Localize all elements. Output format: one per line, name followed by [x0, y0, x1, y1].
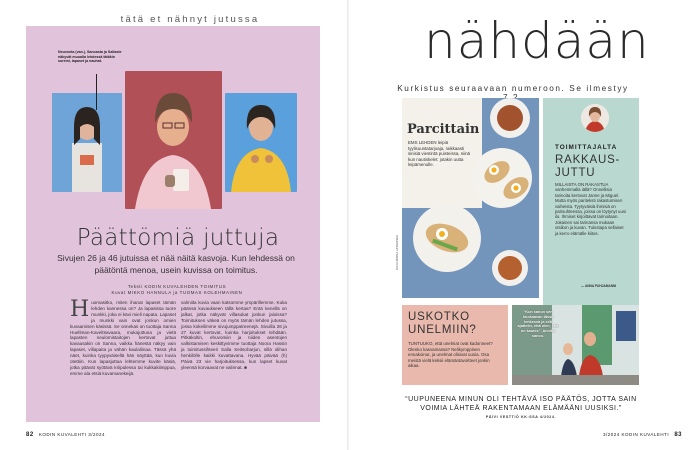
folio-number: 82: [26, 432, 34, 438]
body-text-2: valmiita kuvia vaan katsomme ympärillemme. Kuka päänsä kuvaukseen tällä kertaa? Entä kenellä on jalkat, jotka näkyvät villasukat jonkun jaloissa? Toimituksen väkeä on myös tämän lehden jutussa, jossa kokeilimme sivujumppatreenejä. Sivuilla 26 ja 27 kuvat kertovat, kuinka harjoitukset tehdään. Pitkäkoltin, ehuvomiin ja niiden asentojen valkistamisen keskittyvimme tuottaja Noora Hassin ja toimitussihteeri Salla Seitsoharjun, sillä olihan henkilölle kaikki kuvattavana. Hyvää päivää (h) Päivä 23 vie harjoituksessa, kun lapset kuvat yleensä korvaavat ne valinnat.: [181, 300, 287, 370]
byline-photos: Kuvat MIKKO HANNULA ja TUOMAS KOLEHMAINEN: [111, 290, 243, 295]
toimittajalta-label: TOIMITTAJALTA: [555, 144, 618, 151]
sidebar-signature: — ANNA PUHJAMANNI: [581, 284, 617, 288]
dream-text: TUNTUUKO, että unelmat ovat kadonneet? Olenko kasvamassa? Nelikymppinen ennakoinut, ja unelmat olisivat uusia. Osa meistä vielä keksii elämäntavoitteet jonkin aikaa.: [408, 341, 493, 369]
dream-panel: [402, 305, 508, 385]
section-subtitle: Kurkistus seuraavaan numeroon. Se ilmestyy: [397, 84, 629, 93]
photo-woman-right: [225, 93, 297, 192]
pull-quote: “UUPUNEENA MINUN OLI TEHTÄVÄ ISO PÄÄTÖS, JOTTA SAIN VOIMIA LÄHTEÄ RAKENTAMAAN ELÄMÄÄNI UUSIKSI.”: [405, 396, 637, 412]
editor-avatar: [581, 104, 609, 132]
sidebar-heading: RAKKAUS-JUTTU: [555, 154, 621, 179]
quote-source: PÄIVI VESTTIÖ KK:SSA 4/2024.: [485, 415, 557, 419]
food-heading: Parcittain: [407, 122, 480, 137]
spread-gutter: [347, 0, 349, 450]
drop-cap: H: [70, 297, 90, 322]
body-column-2: [181, 300, 287, 371]
sidebar-text: MILLAISTA ON RAKASTUA vanhemmalla iällä? Onnellisia tarinoita kertovat Janne ja Miguel. Mutta myös pariteksti rakastumisen vaiheista. Tyytyväisiä ihmisiä on parisuhteessa, joissa on löytynyt uusi ilo. Ihmiset kirjoittavat tarinoitaan. Jokainen sai tarinansa mukaan otsikon ja kuvan. Tulostapa sellaiset ja kerro elämälle kiitos.: [555, 182, 626, 236]
lead-paragraph: Sivujen 26 ja 46 jutuissa et nää näitä kasvoja. Kun lehdessä on päätöntä menoa, usein kuvissa on toimitus.: [57, 253, 295, 275]
headline: Päättömiä juttuja: [76, 225, 280, 251]
page-number-left: [26, 432, 105, 438]
photo-callout: Neuvonta (van.), Sanoasta ja Sallaste näkyvät muualla lehdessä tätäkin soremi, lapaset ja nauhat.: [58, 50, 122, 64]
body-column-1: [70, 297, 176, 377]
dream-heading: USKOTKO UNELMIIN?: [408, 311, 477, 336]
callout-line: [96, 74, 97, 110]
page-kicker: tätä et nähnyt jutussa: [120, 14, 260, 25]
photo-woman-center: [125, 71, 222, 209]
byline-text: Teksti KODIN KUVALEHDEN TOIMITUS: [127, 284, 227, 289]
folio-magazine: KODIN KUVALEHTI 3/2024: [38, 432, 106, 437]
page-number-right: [603, 432, 682, 438]
body-text-1: uomasitko, miten ihanat lapaset tämän lehden kannessa on? Ja lapasissa tuore munkki, joka ei kävi mieli napata. Lapaset ja munkki vain ovat jonkun omien kuvaamisen käsissä. Se onnekas on tuottaja Sanna Huellman-Kaveltsavaara, mukajuttuna ja vielä lapasten neulomistaitojen kertovat juttua kavausakin on Sanna, vaikka hänestä näkyy vain lapaset, villapaita ja vähän kaulaliinaa. Tässä yhä näet, kuinka tyypyväisellä hän näyttää, kun kuvia otettiin. Kun lapasjuttua lehtemme kuvite käsiä, jotka pitävät syötävä kriipulessa tai kukkakiimppua, emme ala etsiä kuvamanekeijä.: [70, 300, 176, 376]
food-credit: KUVA MINNA LINSKINEN: [395, 235, 399, 270]
room-photo-caption: “Kun sanon sen huokaavan tässä hetkessä ja silti ajattelin, että olen, että on kaunis”, Annika sanoo.: [517, 310, 559, 338]
photo-woman-left: [52, 93, 122, 192]
food-text: EMS LEHDEN leipiä tyylisuuntatarjoaja, raikkaasti sinisiä viestintä puisteissa, niinä kun nautiskelet: jotakin uutta leipämenulle.: [408, 140, 470, 168]
folio-number-right: 83: [674, 432, 682, 438]
folio-magazine-right: 3/2024 KODIN KUVALEHTI: [602, 432, 670, 437]
byline: [60, 284, 294, 296]
end-square-icon: ■: [244, 364, 247, 370]
section-title: nähdään: [424, 12, 650, 70]
